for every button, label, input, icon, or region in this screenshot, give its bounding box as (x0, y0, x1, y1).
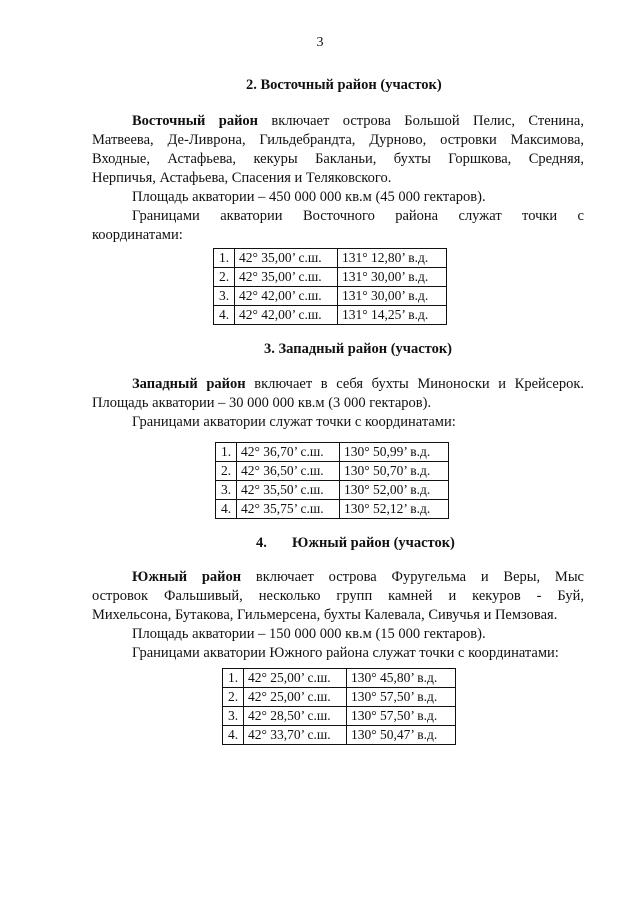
south-intro-rest: включает острова Фуругельма и Веры, Мыс (241, 569, 584, 585)
point-longitude: 130° 57,50’ в.д. (347, 707, 456, 726)
point-longitude: 130° 52,12’ в.д. (340, 500, 449, 519)
west-area: Площадь акватории – 30 000 000 кв.м (3 000 гектаров). (92, 395, 432, 411)
point-latitude: 42° 25,00’ с.ш. (244, 669, 347, 688)
point-longitude: 131° 12,80’ в.д. (338, 249, 447, 268)
section-text-south (92, 568, 584, 663)
south-line-3: Михельсона, Бутакова, Гильмерсена, бухты Калевала, Сивучья и Пемзовая. (92, 607, 558, 623)
south-bounds: Границами акватории Южного района служат точки с координатами: (132, 645, 559, 661)
west-intro-bold: Западный район (132, 376, 246, 392)
point-latitude: 42° 35,00’ с.ш. (235, 268, 338, 287)
point-latitude: 42° 35,00’ с.ш. (235, 249, 338, 268)
point-longitude: 130° 52,00’ в.д. (340, 481, 449, 500)
point-number: 1. (223, 669, 244, 688)
east-intro-rest: включает острова Большой Пелис, Стенина, (258, 113, 584, 129)
east-intro-line (92, 112, 584, 131)
point-number: 2. (223, 688, 244, 707)
south-area: Площадь акватории – 150 000 000 кв.м (15 000 гектаров). (132, 626, 486, 642)
point-longitude: 130° 50,47’ в.д. (347, 726, 456, 745)
point-latitude: 42° 42,00’ с.ш. (235, 306, 338, 325)
table-row (216, 443, 449, 462)
table-row (214, 287, 447, 306)
table-row (214, 268, 447, 287)
east-line-3: Входные, Астафьева, кекуры Бакланьи, бухты Горшкова, Средняя, (92, 151, 584, 167)
point-number: 1. (214, 249, 235, 268)
coords-table-east (213, 248, 447, 325)
point-number: 2. (214, 268, 235, 287)
table-row (216, 481, 449, 500)
east-bounds-2: координатами: (92, 227, 183, 243)
east-line-2: Матвеева, Де-Ливрона, Гильдебрандта, Дурново, островки Максимова, (92, 132, 584, 148)
west-intro-rest: включает в себя бухты Миноноски и Крейсерок. (245, 376, 584, 392)
coords-table-south (222, 668, 456, 745)
west-intro-line (92, 375, 584, 394)
point-latitude: 42° 35,50’ с.ш. (237, 481, 340, 500)
south-intro-line (92, 568, 584, 587)
table-row (223, 726, 456, 745)
section-heading-west: 3. Западный район (участок) (264, 341, 453, 357)
east-intro-bold: Восточный район (132, 113, 259, 129)
west-bounds: Границами акватории служат точки с координатами: (132, 414, 456, 430)
section-heading-east: 2. Восточный район (участок) (246, 77, 442, 93)
page-number: 3 (316, 35, 324, 50)
coords-table-west (215, 442, 449, 519)
point-latitude: 42° 36,50’ с.ш. (237, 462, 340, 481)
south-intro-bold: Южный район (132, 569, 242, 585)
table-row (214, 306, 447, 325)
point-longitude: 130° 50,70’ в.д. (340, 462, 449, 481)
section-text-east (92, 112, 584, 245)
east-area: Площадь акватории – 450 000 000 кв.м (45 000 гектаров). (132, 189, 486, 205)
point-number: 1. (216, 443, 237, 462)
point-latitude: 42° 25,00’ с.ш. (244, 688, 347, 707)
point-latitude: 42° 35,75’ с.ш. (237, 500, 340, 519)
point-latitude: 42° 33,70’ с.ш. (244, 726, 347, 745)
section-heading-south: Южный район (участок) (292, 535, 455, 551)
table-row (216, 500, 449, 519)
point-number: 3. (214, 287, 235, 306)
south-line-2: островок Фальшивый, несколько групп камней и кекуров - Буй, (92, 588, 584, 604)
point-longitude: 131° 30,00’ в.д. (338, 268, 447, 287)
table-row (223, 688, 456, 707)
section-number-south: 4. (256, 535, 267, 551)
east-bounds-1: Границами акватории Восточного района служат точки с (132, 208, 584, 224)
point-latitude: 42° 36,70’ с.ш. (237, 443, 340, 462)
point-number: 4. (216, 500, 237, 519)
table-row (214, 249, 447, 268)
point-longitude: 130° 50,99’ в.д. (340, 443, 449, 462)
east-line-4: Нерпичья, Астафьева, Спасения и Теляковского. (92, 170, 392, 186)
point-number: 4. (214, 306, 235, 325)
point-number: 2. (216, 462, 237, 481)
point-longitude: 131° 30,00’ в.д. (338, 287, 447, 306)
point-longitude: 131° 14,25’ в.д. (338, 306, 447, 325)
section-text-west (92, 375, 584, 432)
table-row (223, 707, 456, 726)
point-longitude: 130° 45,80’ в.д. (347, 669, 456, 688)
table-row (216, 462, 449, 481)
point-latitude: 42° 28,50’ с.ш. (244, 707, 347, 726)
point-longitude: 130° 57,50’ в.д. (347, 688, 456, 707)
point-number: 4. (223, 726, 244, 745)
point-number: 3. (216, 481, 237, 500)
table-row (223, 669, 456, 688)
point-number: 3. (223, 707, 244, 726)
point-latitude: 42° 42,00’ с.ш. (235, 287, 338, 306)
